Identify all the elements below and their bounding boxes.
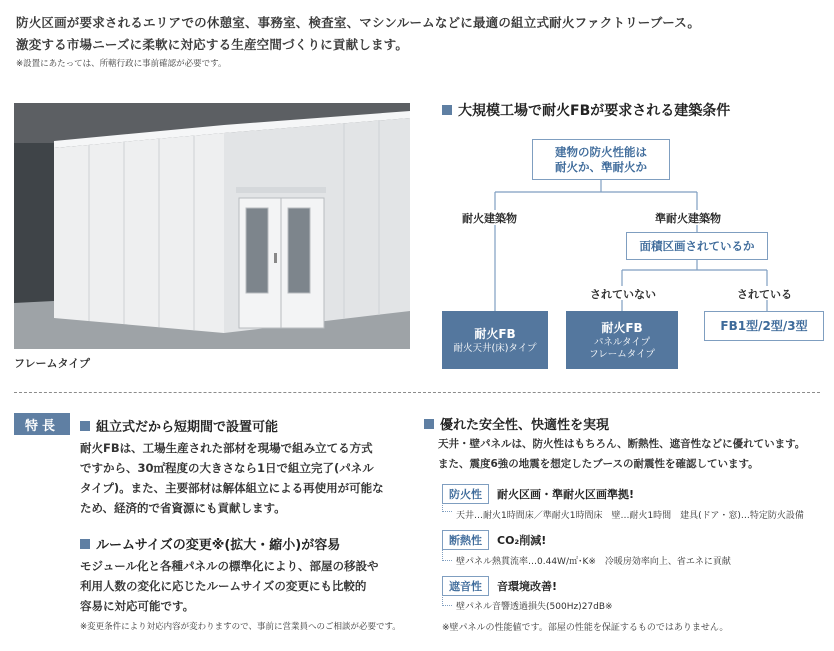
result-b-sub-2: フレームタイプ (589, 348, 655, 360)
heading-square-icon (424, 419, 434, 429)
features-badge: 特長 (14, 413, 70, 435)
property-title: 耐火区画・準耐火区画準拠! (497, 488, 635, 501)
property-title: CO₂削減! (497, 534, 547, 547)
feature-1-heading (80, 416, 278, 435)
feature-2-line: モジュール化と各種パネルの標準化により、部屋の移設や (80, 559, 379, 573)
feature-2-line: 容易に対応可能です。 (80, 599, 195, 613)
requirements-heading (442, 100, 730, 120)
not-divided-label: されていない (590, 288, 656, 301)
quasi-fire-resistant-building-label: 準耐火建築物 (655, 212, 721, 225)
feature-2-body (80, 556, 420, 616)
booth-illustration (14, 103, 410, 349)
result-fb-panel-frame-type (566, 311, 678, 369)
heading-square-icon (80, 539, 90, 549)
heading-square-icon (442, 105, 452, 115)
question-line-1: 建物の防火性能は (555, 144, 647, 159)
photo-caption: フレームタイプ (14, 357, 91, 370)
fire-resistant-building-label: 耐火建築物 (462, 212, 517, 225)
feature-2-heading-text: ルームサイズの変更※(拡大・縮小)が容易 (96, 538, 341, 553)
feature-3-heading-text: 優れた安全性、快適性を実現 (440, 418, 610, 433)
performance-note: ※壁パネルの性能値です。部屋の性能を保証するものではありません。 (442, 623, 729, 633)
divided-label: されている (737, 288, 792, 301)
property-tag: 遮音性 (442, 576, 489, 596)
feature-3-heading (424, 414, 609, 433)
property-desc: 天井…耐火1時間床／準耐火1時間床 壁…耐火1時間 建具(ドア・窓)…特定防火設備 (456, 511, 804, 521)
property-sound-insulation (442, 576, 557, 596)
feature-1-line: ですから、30㎡程度の大きさなら1日で組立完了(パネル (80, 461, 374, 475)
intro-note: ※設置にあたっては、所轄行政に事前確認が必要です。 (16, 59, 227, 69)
heading-square-icon (80, 421, 90, 431)
result-fb-types: FB1型/2型/3型 (704, 311, 824, 341)
intro-line-2: 激変する市場ニーズに柔軟に対応する生産空間づくりに貢献します。 (16, 37, 409, 52)
intro-line-1: 防火区画が要求されるエリアでの休憩室、事務室、検査室、マシンルームなどに最適の組立式耐火ファクトリーブース。 (16, 15, 701, 30)
feature-1-body (80, 438, 420, 518)
result-b-title: 耐火FB (601, 320, 643, 335)
feature-3-line: 天井・壁パネルは、防火性はもちろん、断熱性、遮音性などに優れています。 (438, 438, 806, 450)
question-line-2: 耐火か、準耐火か (555, 159, 647, 174)
area-division-question: 面積区画されているか (626, 232, 768, 260)
feature-3-line: また、震度6強の地震を想定したブースの耐震性を確認しています。 (438, 458, 759, 470)
fire-performance-question (532, 139, 670, 180)
property-desc: 壁パネル熱貫流率…0.44W/㎡･K※ 冷暖房効率向上、省エネに貢献 (456, 557, 731, 567)
feature-1-line: 耐火FBは、工場生産された部材を現場で組み立てる方式 (80, 441, 373, 455)
result-b-sub-1: パネルタイプ (593, 336, 651, 348)
feature-1-line: ため、経済的で省資源にも貢献します。 (80, 501, 286, 515)
requirements-heading-text: 大規模工場で耐火FBが要求される建築条件 (458, 103, 731, 119)
property-insulation (442, 530, 546, 550)
section-divider (14, 392, 820, 393)
intro-text (16, 12, 816, 72)
feature-2-heading (80, 534, 340, 553)
property-desc: 壁パネル音響透過損失(500Hz)27dB※ (456, 602, 613, 612)
result-a-title: 耐火FB (474, 326, 516, 341)
property-fire-resistance (442, 484, 634, 504)
property-title: 音環境改善! (497, 580, 558, 593)
property-tag: 断熱性 (442, 530, 489, 550)
booth-photo (14, 103, 410, 349)
requirements-diagram (432, 134, 832, 374)
feature-1-line: タイプ)。また、主要部材は解体組立による再使用が可能な (80, 481, 384, 495)
result-a-sub: 耐火天井(床)タイプ (453, 342, 537, 354)
feature-2-note: ※変更条件により対応内容が変わりますので、事前に営業員へのご相談が必要です。 (80, 622, 401, 632)
feature-2-line: 利用人数の変化に応じたルームサイズの変更にも比較的 (80, 579, 367, 593)
result-fb-ceiling-type (442, 311, 548, 369)
feature-3-body (438, 434, 830, 474)
feature-1-heading-text: 組立式だから短期間で設置可能 (96, 420, 279, 435)
property-tag: 防火性 (442, 484, 489, 504)
